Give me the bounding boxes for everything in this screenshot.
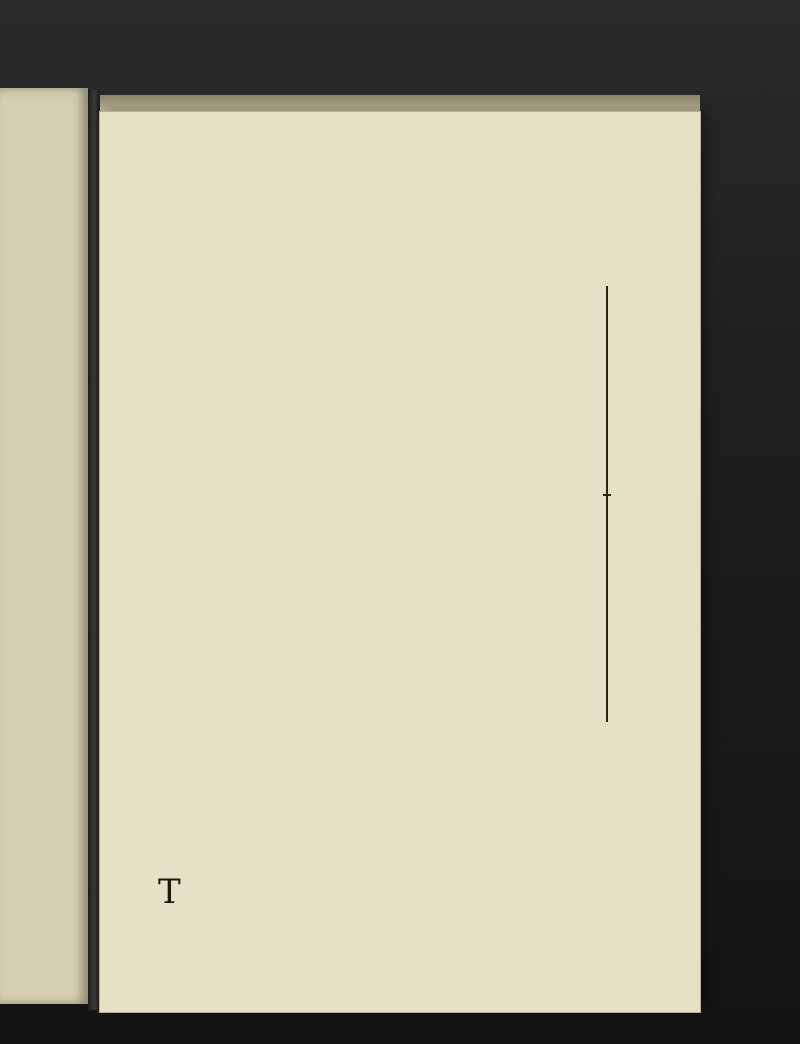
- brace-tip: [603, 494, 611, 496]
- book-page: [100, 112, 700, 1012]
- drop-cap: T: [158, 872, 181, 912]
- brace: [596, 286, 608, 722]
- left-page-edge: [0, 88, 88, 1004]
- book-gutter: [88, 90, 100, 1010]
